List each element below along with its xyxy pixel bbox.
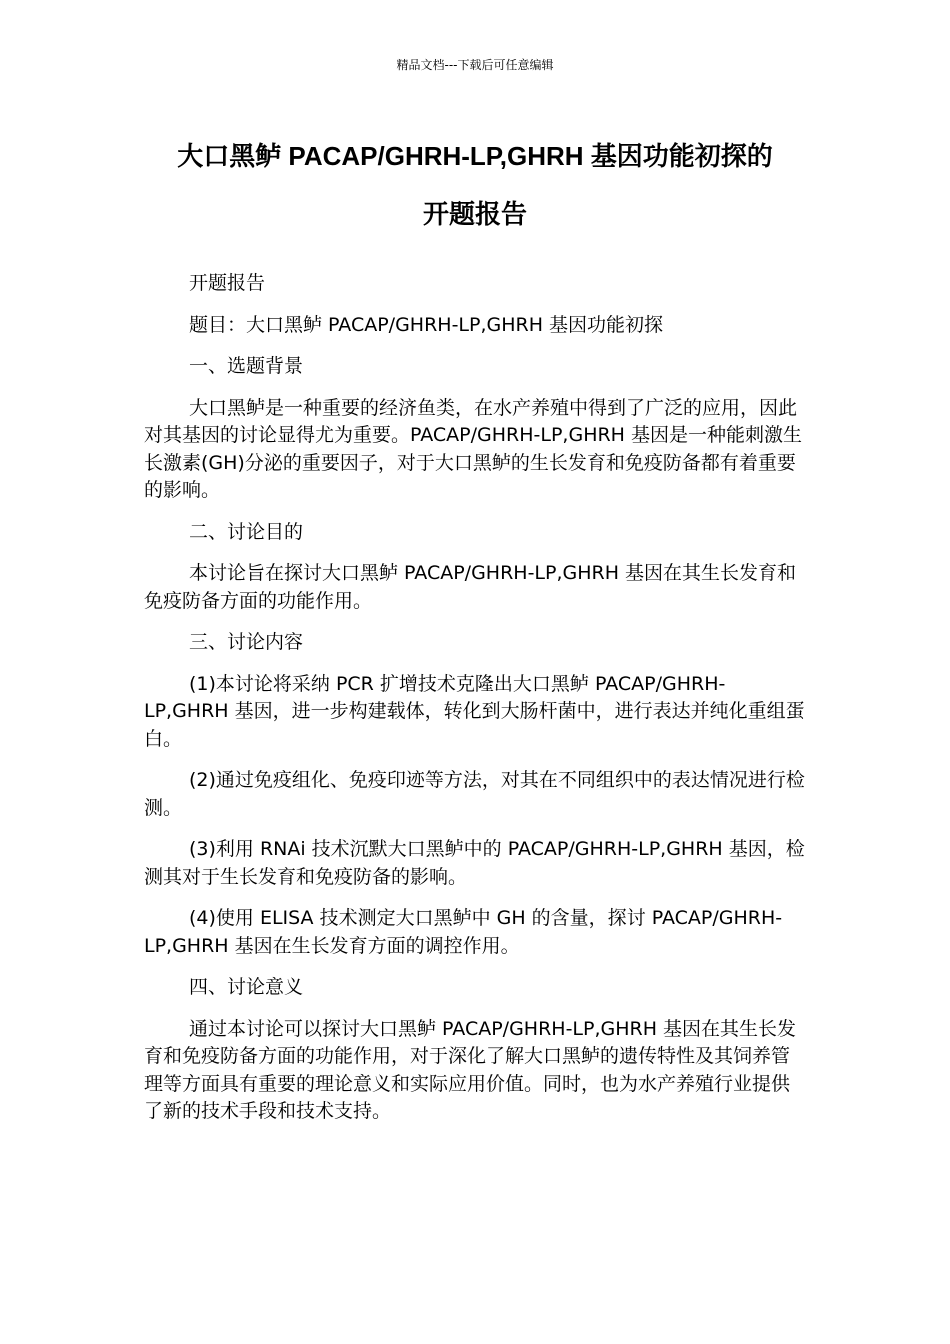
page-header-note: 精品文档---下载后可任意编辑	[396, 58, 554, 72]
report-label: 开题报告	[189, 272, 266, 294]
significance-paragraph: 通过本讨论可以探讨大口黑鲈 PACAP/GHRH-LP,GHRH 基因在其生长发育和免疫防备方面的功能作用，对于深化了解大口黑鲈的遗传特性及其饲养管理等方面具有重要的理论意义和实际应用价值。同时，也为水产养殖行业提供了新的技术手段和技术支持。	[144, 1017, 797, 1122]
section-heading-purpose: 二、讨论目的	[189, 520, 304, 543]
document-body	[144, 270, 806, 1140]
section-heading-content: 三、讨论内容	[189, 631, 304, 653]
document-title-line-1: 大口黑鲈 PACAP/GHRH-LP,GHRH 基因功能初探的	[177, 141, 773, 171]
purpose-paragraph: 本讨论旨在探讨大口黑鲈 PACAP/GHRH-LP,GHRH 基因在其生长发育和免疫防备方面的功能作用。	[144, 562, 797, 612]
section-heading-significance: 四、讨论意义	[189, 976, 304, 998]
background-paragraph: 大口黑鲈是一种重要的经济鱼类，在水产养殖中得到了广泛的应用，因此对其基因的讨论显得尤为重要。PACAP/GHRH-LP,GHRH 基因是一种能刺激生长激素(GH)分泌的重要因子，对于大口黑鲈的生长发育和免疫防备都有着重要的影响。	[144, 396, 803, 501]
report-topic: 题目：大口黑鲈 PACAP/GHRH-LP,GHRH 基因功能初探	[189, 313, 664, 336]
content-item-1: (1)本讨论将采纳 PCR 扩增技术克隆出大口黑鲈 PACAP/GHRH-LP,GHRH 基因，进一步构建载体，转化到大肠杆菌中，进行表达并纯化重组蛋白。	[144, 672, 805, 750]
document-title-line-2: 开题报告	[422, 199, 527, 229]
content-item-3: (3)利用 RNAi 技术沉默大口黑鲈中的 PACAP/GHRH-LP,GHRH 基因，检测其对于生长发育和免疫防备的影响。	[144, 838, 805, 888]
section-heading-background: 一、选题背景	[189, 355, 304, 377]
content-item-4: (4)使用 ELISA 技术测定大口黑鲈中 GH 的含量，探讨 PACAP/GHRH-LP,GHRH 基因在生长发育方面的调控作用。	[144, 907, 783, 957]
content-item-2: (2)通过免疫组化、免疫印迹等方法，对其在不同组织中的表达情况进行检测。	[144, 769, 805, 819]
